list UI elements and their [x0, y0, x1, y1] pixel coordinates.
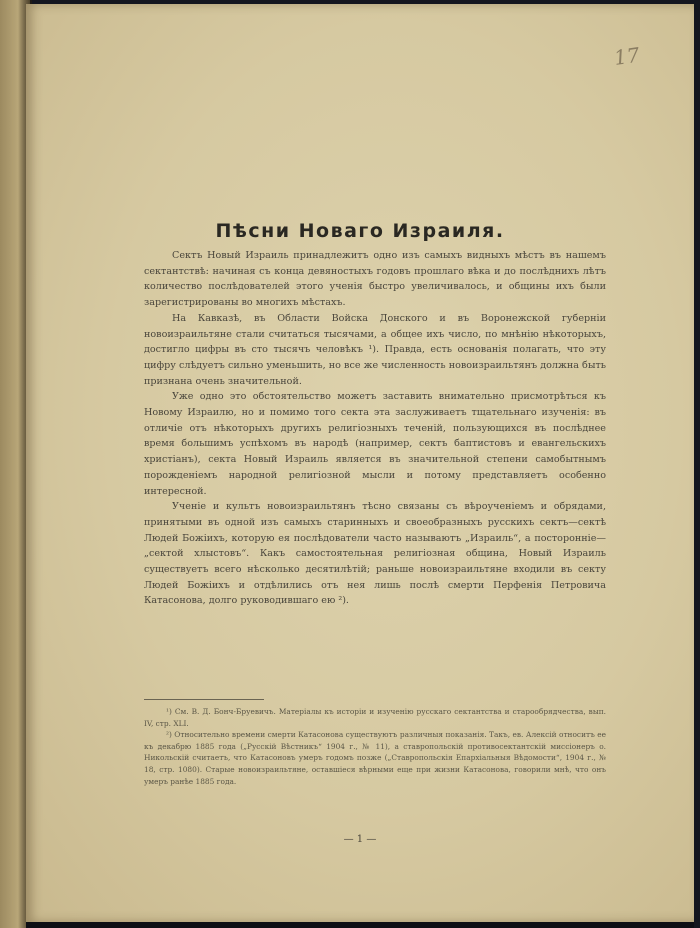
footnote-rule	[144, 699, 264, 700]
body-text	[144, 248, 606, 609]
paragraph: Ученіе и культъ новоизраильтянъ тѣсно связаны съ вѣроученіемъ и обрядами, принятыми въ одной изъ самыхъ старинныхъ и своеобразныхъ русскихъ сектъ—сектѣ Людей Божіихъ, которую ея послѣдователи часто называютъ „Израиль“, а посторонніе—„сектой хлыстовъ“. Какъ самостоятельная религіозная община, Новый Израиль существуетъ всего нѣсколько десятилѣтій; раньше новоизраильтяне входили въ секту Людей Божіихъ и отдѣлились отъ нея лишь послѣ смерти Перфенія Петровича Катасонова, долго руководившаго ею ²).	[144, 501, 606, 607]
page-bottom-shadow	[26, 922, 694, 928]
paragraph: На Кавказѣ, въ Области Войска Донского и въ Воронежской губерніи новоизраильтяне стали считаться тысячами, а общее ихъ число, по мнѣнію нѣкоторыхъ, достигло цифры въ сто тысячъ человѣкъ ¹). Правда, есть основанія полагать, что эту цифру слѣдуетъ сильно уменьшить, но все же численность новоизраильтянъ должна быть признана очень значительной.	[144, 312, 606, 387]
document-page	[26, 4, 694, 922]
footnote: ¹) См. В. Д. Бонч-Бруевичъ. Матеріалы къ исторіи и изученію русскаго сектантства и старообрядчества, вып. IV, стр. XLI.	[144, 707, 606, 728]
footnotes	[144, 706, 606, 787]
page-title: Пѣсни Новаго Израиля.	[215, 220, 505, 242]
paragraph: Сектъ Новый Израиль принадлежитъ одно изъ самыхъ видныхъ мѣстъ въ нашемъ сектантствѣ: начиная съ конца девяностыхъ годовъ прошлаго вѣка и до послѣднихъ лѣтъ количество послѣдователей этого ученія быстро увеличивалось, и общины ихъ были зарегистрированы во многихъ мѣстахъ.	[144, 250, 606, 309]
footnote: ²) Относительно времени смерти Катасонова существуютъ различныя показанія. Такъ, ев. Алексій относитъ ее къ декабрю 1885 года („Русскій Вѣстникъ“ 1904 г., № 11), а ставропольскій противосектантскій миссіонеръ о. Никольскій считаетъ, что Катасоновъ умеръ годомъ позже („Ставропольскія Епархіальныя Вѣдомости“, 1904 г., № 18, стр. 1080). Старые новоизраильтяне, оставшіеся вѣрными еще при жизни Катасонова, говорили мнѣ, что онъ умеръ ранѣе 1885 года.	[144, 730, 606, 786]
folio-mark: 17	[612, 42, 642, 70]
page-number: — 1 —	[343, 834, 377, 845]
paragraph: Уже одно это обстоятельство можетъ заставить внимательно присмотрѣться къ Новому Израилю, но и помимо того секта эта заслуживаетъ тщательнаго изученія: въ отличіе отъ нѣкоторыхъ другихъ религіозныхъ теченій, пользующихся въ послѣднее время большимъ успѣхомъ въ народѣ (например, сектъ баптистовъ и евангельскихъ христіанъ), секта Новый Израиль является въ значительной степени самобытнымъ порожденіемъ народной религіозной мысли и потому представляетъ особенно интересной.	[144, 391, 606, 497]
